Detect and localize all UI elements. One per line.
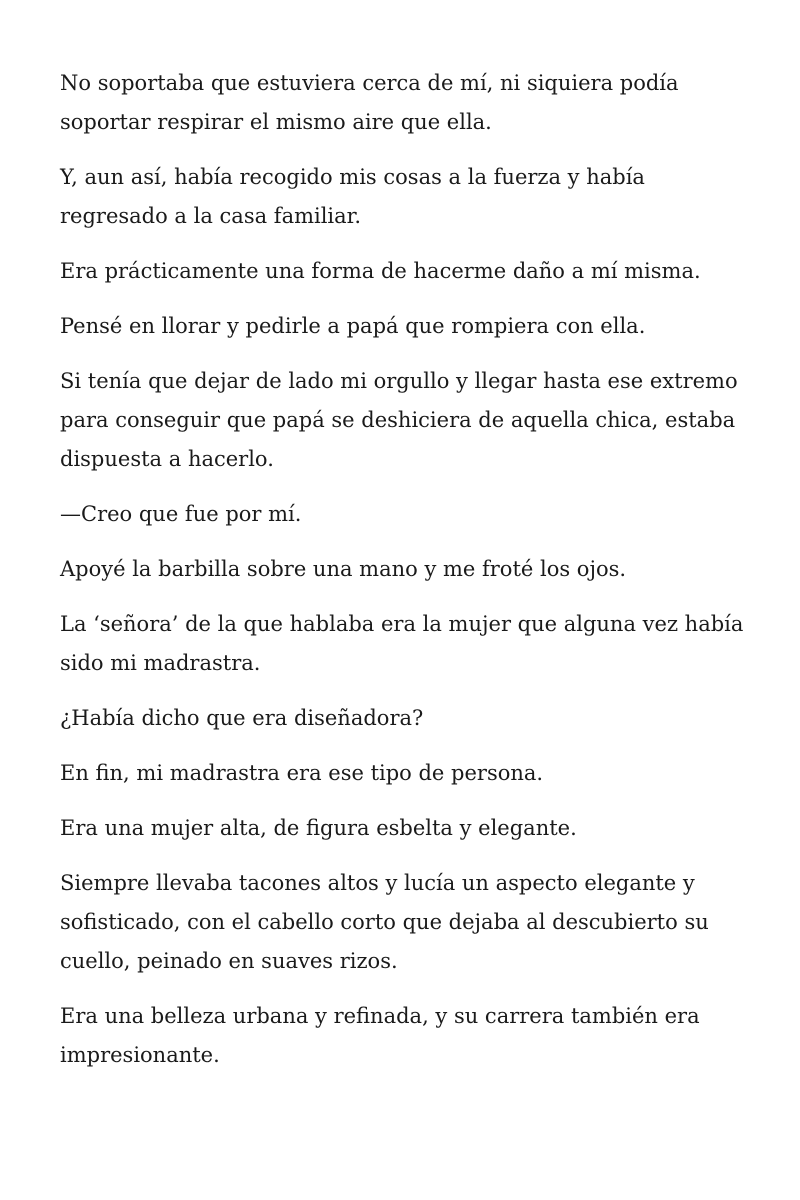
document-page xyxy=(60,64,750,1091)
paragraph: Y, aun así, había recogido mis cosas a la fuerza y había regresado a la casa familiar. xyxy=(60,165,645,228)
paragraph: Era una belleza urbana y refinada, y su carrera también era impresionante. xyxy=(60,1004,700,1067)
paragraph: Siempre llevaba tacones altos y lucía un aspecto elegante y sofisticado, con el cabello corto que dejaba al descubierto su cuello, peinado en suaves rizos. xyxy=(60,871,709,973)
paragraph: Pensé en llorar y pedirle a papá que rompiera con ella. xyxy=(60,314,646,338)
paragraph: La ‘señora’ de la que hablaba era la mujer que alguna vez había sido mi madrastra. xyxy=(60,612,744,675)
paragraph: Era prácticamente una forma de hacerme daño a mí misma. xyxy=(60,259,701,283)
paragraph: En fin, mi madrastra era ese tipo de persona. xyxy=(60,761,544,785)
paragraph: Si tenía que dejar de lado mi orgullo y llegar hasta ese extremo para conseguir que papá se deshiciera de aquella chica, estaba dispuesta a hacerlo. xyxy=(60,369,738,471)
paragraph: Apoyé la barbilla sobre una mano y me froté los ojos. xyxy=(60,557,627,581)
paragraph: No soportaba que estuviera cerca de mí, ni siquiera podía soportar respirar el mismo aire que ella. xyxy=(60,71,679,134)
paragraph: —Creo que fue por mí. xyxy=(60,502,302,526)
paragraph: Era una mujer alta, de figura esbelta y elegante. xyxy=(60,816,577,840)
paragraph: ¿Había dicho que era diseñadora? xyxy=(60,706,424,730)
